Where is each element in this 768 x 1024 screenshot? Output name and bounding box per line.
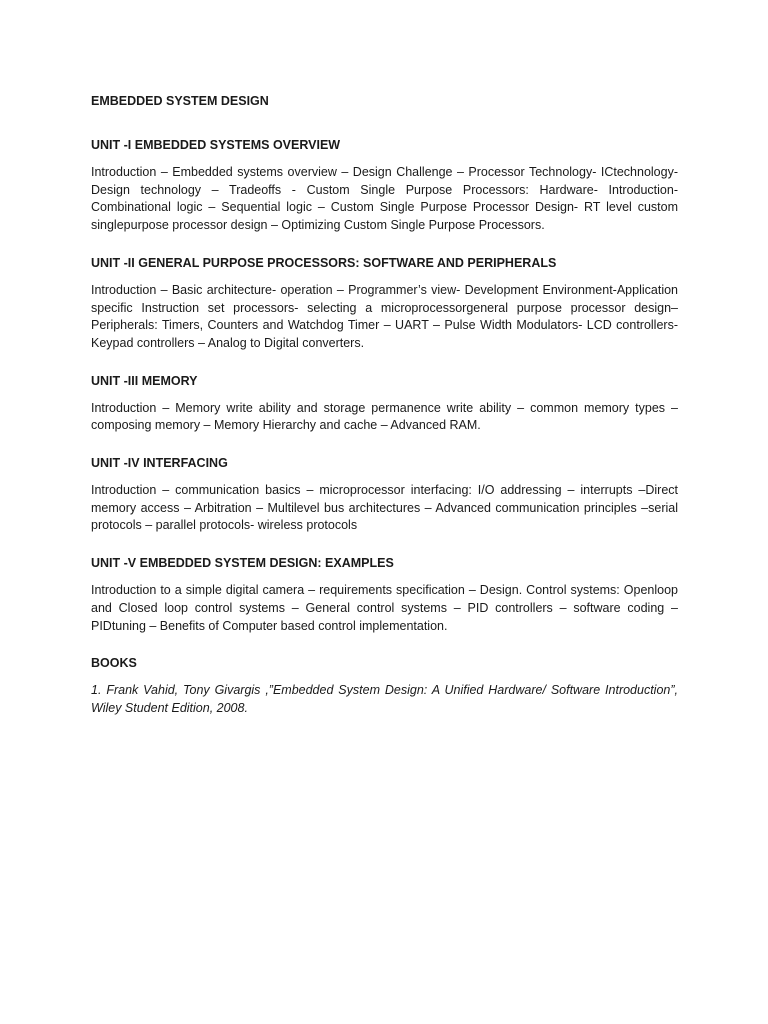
unit-2-section [91,254,678,353]
unit-5-section [91,554,678,635]
unit-4-section [91,454,678,535]
unit-1-body: Introduction – Embedded systems overview – Design Challenge – Processor Technology- ICtechnology- Design technology – Tradeoffs - Custom Single Purpose Processors: Hardware- Introduction-Combinational logic – Sequential logic – Custom Single Purpose Processor Design- RT level custom singlepurpose processor design – Optimizing Custom Single Purpose Processors. [91,165,678,233]
unit-2-heading: UNIT -II GENERAL PURPOSE PROCESSORS: SOFTWARE AND PERIPHERALS [91,255,557,270]
unit-4-heading: UNIT -IV INTERFACING [91,456,228,471]
book-item: 1. Frank Vahid, Tony Givargis ,”Embedded System Design: A Unified Hardware/ Software Introduction”, Wiley Student Edition, 2008. [91,683,678,715]
unit-1-section [91,136,678,235]
unit-3-section [91,372,678,435]
books-heading: BOOKS [91,656,137,671]
unit-5-body: Introduction to a simple digital camera – requirements specification – Design. Control systems: Openloop and Closed loop control systems – General control systems – PID controllers – software coding – PIDtuning – Benefits of Computer based control implementation. [91,583,678,633]
unit-3-body: Introduction – Memory write ability and storage permanence write ability – common memory types –composing memory – Memory Hierarchy and cache – Advanced RAM. [91,400,678,433]
document-title: EMBEDDED SYSTEM DESIGN [91,94,269,108]
unit-1-heading: UNIT -I EMBEDDED SYSTEMS OVERVIEW [91,138,341,152]
unit-2-body: Introduction – Basic architecture- operation – Programmer’s view- Development Environment-Application specific Instruction set processors- selecting a microprocessorgeneral purpose processor design– Peripherals: Timers, Counters and Watchdog Timer – UART – Pulse Width Modulators- LCD controllers-Keypad controllers – Analog to Digital converters. [91,282,678,350]
unit-4-body: Introduction – communication basics – microprocessor interfacing: I/O addressing – interrupts –Direct memory access – Arbitration – Multilevel bus architectures – Advanced communication principles –serial protocols – parallel protocols- wireless protocols [91,483,678,533]
books-section [91,654,678,717]
document-page [91,92,678,718]
unit-3-heading: UNIT -III MEMORY [91,373,198,388]
unit-5-heading: UNIT -V EMBEDDED SYSTEM DESIGN: EXAMPLES [91,556,394,571]
